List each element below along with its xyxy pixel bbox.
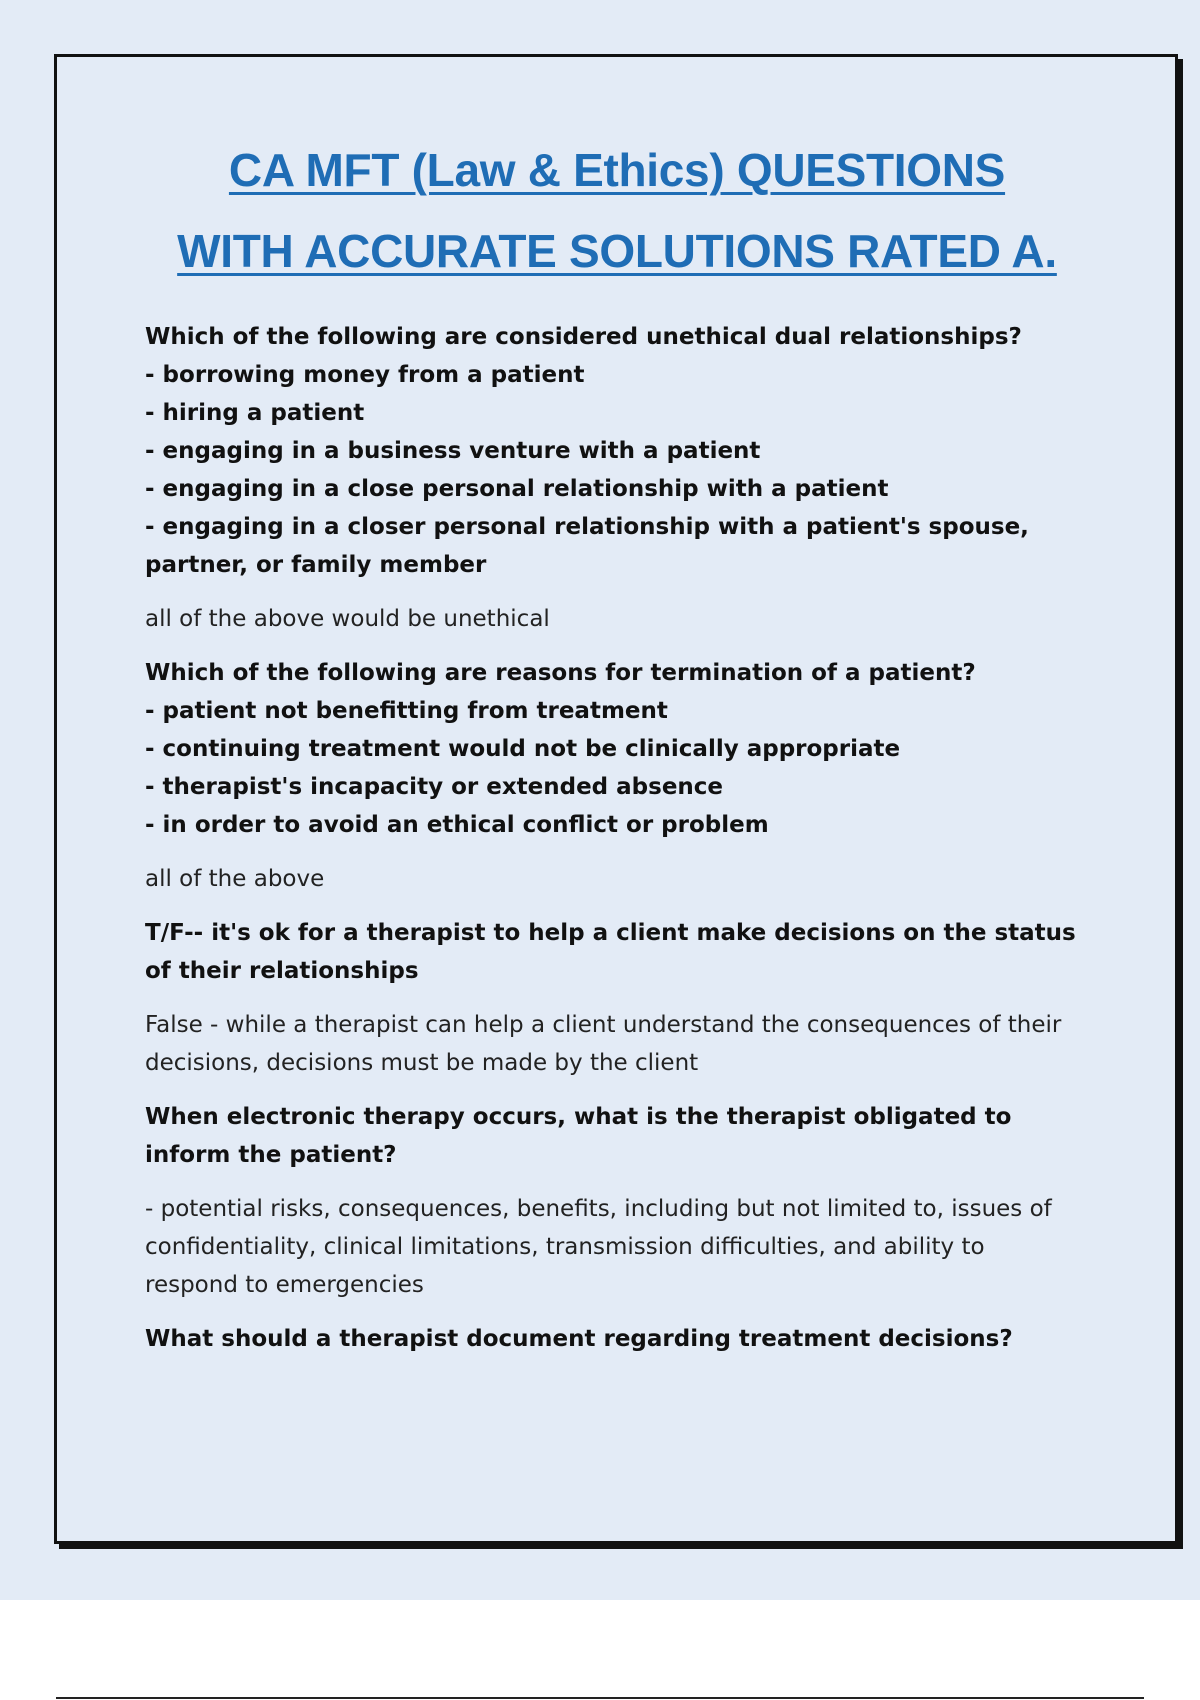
qa-content (145, 318, 1080, 1374)
answer-1: all of the above would be unethical (145, 606, 550, 632)
question-2-option: - patient not benefitting from treatment (145, 698, 668, 724)
question-5-text: What should a therapist document regarding treatment decisions? (145, 1326, 1013, 1352)
document-title (0, 130, 1200, 292)
question-1-option: - engaging in a closer personal relationship with a patient's spouse, partner, or family member (145, 514, 1029, 578)
question-5 (145, 1320, 1080, 1358)
answer-2: all of the above (145, 866, 325, 892)
question-2-option: - therapist's incapacity or extended absence (145, 774, 724, 800)
question-2-option: - continuing treatment would not be clinically appropriate (145, 736, 901, 762)
answer-4: - potential risks, consequences, benefits, including but not limited to, issues of confidentiality, clinical limitations, transmission difficulties, and ability to respond to emergencies (145, 1196, 1052, 1298)
title-line-2: WITH ACCURATE SOLUTIONS RATED A. (177, 225, 1057, 277)
question-3 (145, 914, 1080, 990)
question-3-text: T/F-- it's ok for a therapist to help a client make decisions on the status of their relationships (145, 920, 1076, 984)
question-1 (145, 318, 1080, 584)
question-1-option: - hiring a patient (145, 400, 365, 426)
question-1-option: - engaging in a close personal relationship with a patient (145, 476, 889, 502)
question-1-text: Which of the following are considered unethical dual relationships? (145, 324, 1022, 350)
question-2-text: Which of the following are reasons for termination of a patient? (145, 660, 976, 686)
question-1-option: - engaging in a business venture with a patient (145, 438, 761, 464)
question-2 (145, 654, 1080, 844)
title-line-1: CA MFT (Law & Ethics) QUESTIONS (228, 144, 1006, 196)
footer-divider (56, 1697, 1144, 1699)
question-1-option: - borrowing money from a patient (145, 362, 585, 388)
question-2-option: - in order to avoid an ethical conflict or problem (145, 812, 769, 838)
question-4 (145, 1098, 1080, 1174)
question-4-text: When electronic therapy occurs, what is the therapist obligated to inform the patient? (145, 1104, 1012, 1168)
answer-3: False - while a therapist can help a client understand the consequences of their decisions, decisions must be made by the client (145, 1012, 1062, 1076)
